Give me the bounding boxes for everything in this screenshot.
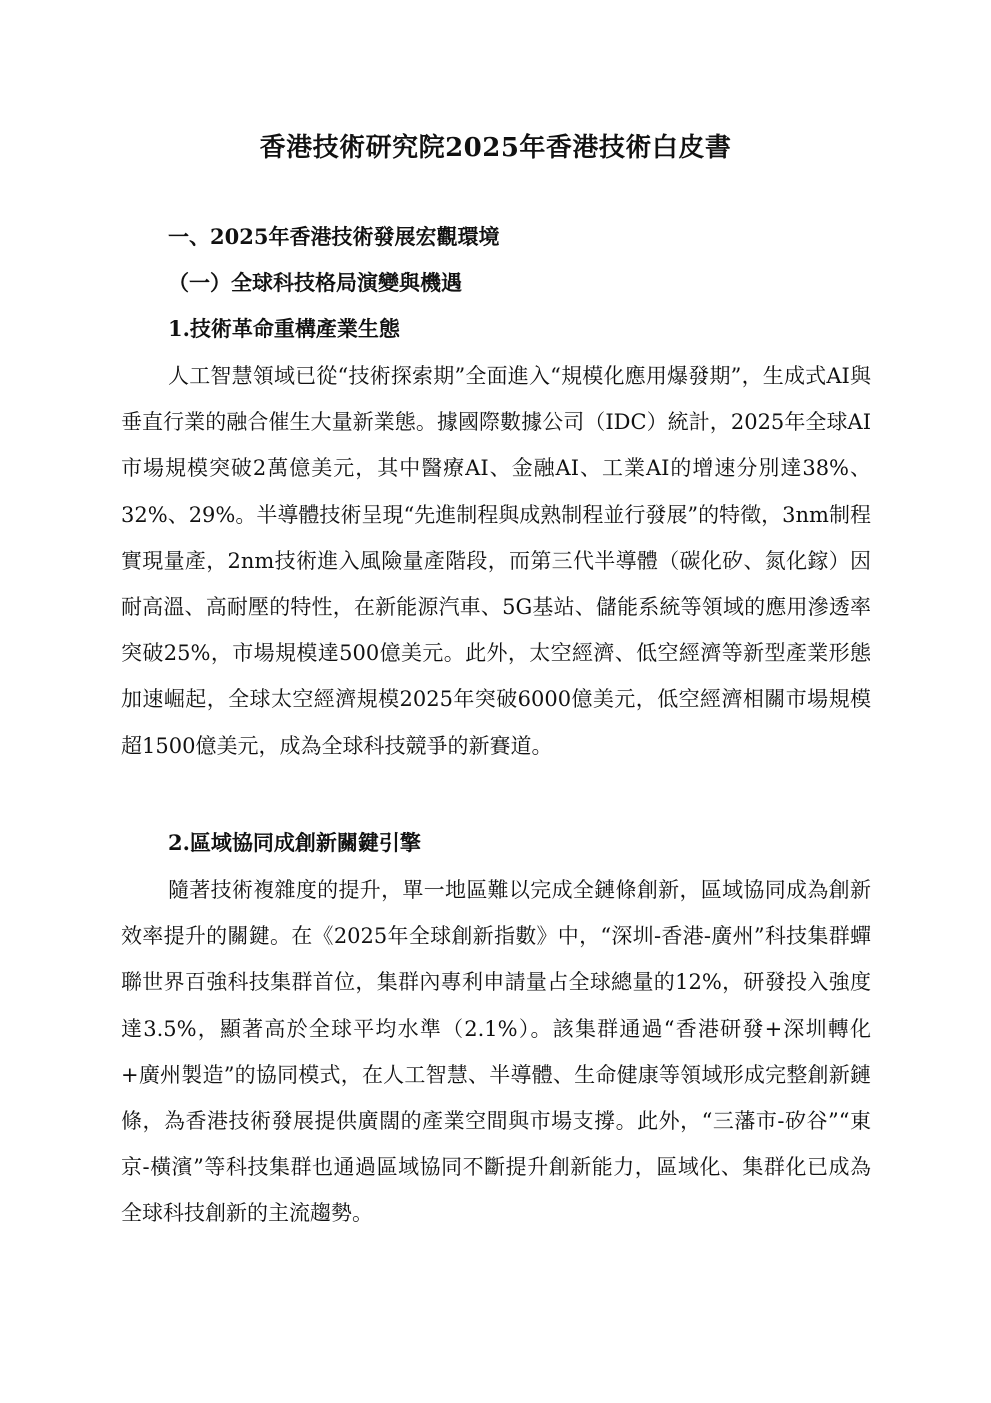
section-heading: 一、2025年香港技術發展宏觀環境 <box>168 224 500 249</box>
paragraph-1: 人工智慧領域已從“技術探索期”全面進入“規模化應用爆發期”，生成式AI與垂直行業的融合催生大量新業態。據國際數據公司（IDC）統計，2025年全球AI市場規模突破2萬億美元，其中醫療AI、金融AI、工業AI的增速分別達38%、32%、29%。半導體技術呈現“先進制程與成熟制程並行發展”的特徵，3nm制程實現量產，2nm技術進入風險量產階段，而第三代半導體（碳化矽、氮化鎵）因耐高溫、高耐壓的特性，在新能源汽車、5G基站、儲能系統等領域的應用滲透率突破25%，市場規模達500億美元。此外，太空經濟、低空經濟等新型產業形態加速崛起，全球太空經濟規模2025年突破6000億美元，低空經濟相關市場規模超1500億美元，成為全球科技競爭的新賽道。 <box>121 364 871 758</box>
subsection-heading: （一）全球科技格局演變與機遇 <box>168 270 462 295</box>
point-heading-2: 2.區域協同成創新關鍵引擎 <box>168 830 421 855</box>
paragraph-2: 隨著技術複雜度的提升，單一地區難以完成全鏈條創新，區域協同成為創新效率提升的關鍵。在《2025年全球創新指數》中，“深圳-香港-廣州”科技集群蟬聯世界百強科技集群首位，集群內專利申請量占全球總量的12%，研發投入強度達3.5%，顯著高於全球平均水準（2.1%）。該集群通過“香港研發+深圳轉化+廣州製造”的協同模式，在人工智慧、半導體、生命健康等領域形成完整創新鏈條，為香港技術發展提供廣闊的產業空間與市場支撐。此外，“三藩市-矽谷”“東京-橫濱”等科技集群也通過區域協同不斷提升創新能力，區域化、集群化已成為全球科技創新的主流趨勢。 <box>121 878 871 1226</box>
document-title: 香港技術研究院2025年香港技術白皮書 <box>259 133 732 163</box>
point-heading-1: 1.技術革命重構產業生態 <box>168 316 400 341</box>
